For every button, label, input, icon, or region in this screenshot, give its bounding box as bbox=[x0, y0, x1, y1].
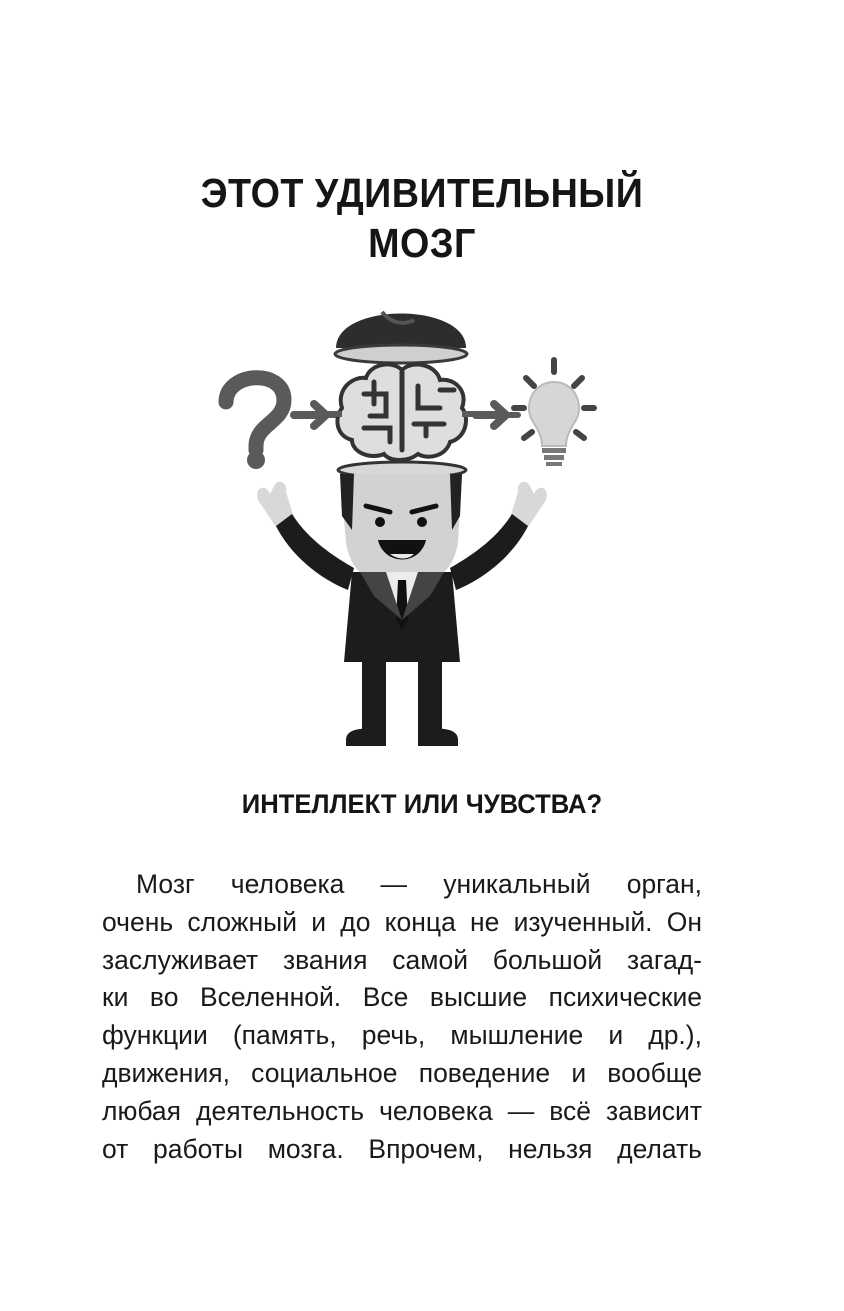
businessman-figure bbox=[257, 462, 547, 746]
body-line: движения, социальное поведение и вообще bbox=[102, 1057, 702, 1088]
chapter-title-line-2: МОЗГ bbox=[368, 220, 476, 266]
body-line: от работы мозга. Впрочем, нельзя делать bbox=[102, 1133, 702, 1164]
brain-maze-icon bbox=[326, 364, 476, 460]
skull-cap bbox=[335, 312, 467, 363]
lightbulb-icon bbox=[514, 360, 594, 466]
body-line: любая деятельность человека — всё зависит bbox=[102, 1095, 702, 1126]
body-line: функции (память, речь, мышление и др.), bbox=[102, 1020, 702, 1051]
body-line: Мозг человека — уникальный орган, bbox=[136, 869, 702, 899]
section-title: ИНТЕЛЛЕКТ ИЛИ ЧУВСТВА? bbox=[241, 789, 603, 819]
body-paragraph bbox=[102, 866, 702, 1168]
body-line: заслуживает звания самой большой загад- bbox=[102, 944, 702, 975]
question-mark-icon bbox=[226, 378, 284, 469]
chapter-title bbox=[34, 168, 810, 268]
chapter-title-line-1: ЭТОТ УДИВИТЕЛЬНЫЙ bbox=[200, 170, 644, 216]
brain-illustration bbox=[214, 290, 614, 750]
body-line: ки во Вселенной. Все высшие психические bbox=[102, 982, 702, 1013]
body-line: очень сложный и до конца не изученный. Он bbox=[102, 906, 702, 937]
